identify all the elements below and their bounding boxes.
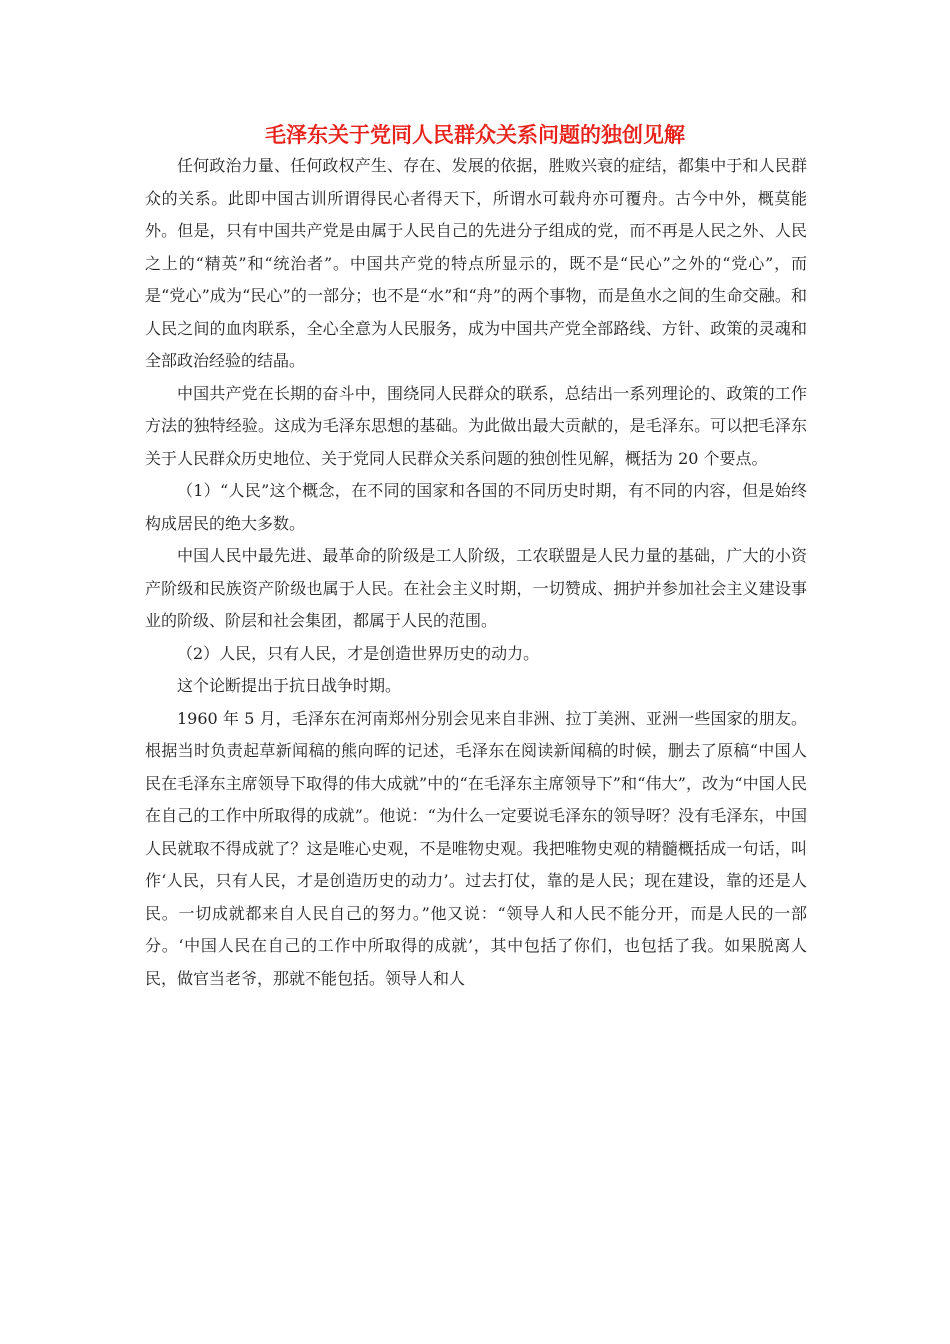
page-title: 毛泽东关于党同人民群众关系问题的独创见解 [265, 122, 685, 147]
paragraph: 1960 年 5 月，毛泽东在河南郑州分别会见来自非洲、拉丁美洲、亚洲一些国家的朋友。根据当时负责起草新闻稿的熊向晖的记述，毛泽东在阅读新闻稿的时候，删去了原稿“中国人民在毛泽东主席领导下取得的伟大成就”中的“在毛泽东主席领导下”和“伟大”，改为“中国人民在自己的工作中所取得的成就”。他说：“为什么一定要说毛泽东的领导呀？没有毛泽东，中国人民就取不得成就了？这是唯心史观，不是唯物史观。我把唯物史观的精髓概括成一句话，叫作‘人民，只有人民，才是创造历史的动力’。过去打仗，靠的是人民；现在建设，靠的还是人民。一切成就都来自人民自己的努力。”他又说：“领导人和人民不能分开，而是人民的一部分。‘中国人民在自己的工作中所取得的成就’，其中包括了你们，也包括了我。如果脱离人民，做官当老爷，那就不能包括。领导人和人 [145, 708, 807, 988]
paragraph: （1）“人民”这个概念，在不同的国家和各国的不同历史时期，有不同的内容，但是始终构成居民的绝大多数。 [145, 481, 807, 533]
paragraph: 这个论断提出于抗日战争时期。 [177, 676, 402, 695]
paragraph: （2）人民，只有人民，才是创造世界历史的动力。 [177, 643, 540, 663]
paragraph: 中国共产党在长期的奋斗中，围绕同人民群众的联系，总结出一系列理论的、政策的工作方法的独特经验。这成为毛泽东思想的基础。为此做出最大贡献的，是毛泽东。可以把毛泽东关于人民群众历史地位、关于党同人民群众关系问题的独创性见解，概括为 20 个要点。 [145, 383, 807, 468]
paragraph: 任何政治力量、任何政权产生、存在、发展的依据，胜败兴衰的症结，都集中于和人民群众的关系。此即中国古训所谓得民心者得天下，所谓水可载舟亦可覆舟。古今中外，概莫能外。但是，只有中国共产党是由属于人民自己的先进分子组成的党，而不再是人民之外、人民之上的“精英”和“统治者”。中国共产党的特点所显示的，既不是“民心”之外的“党心”，而是“党心”成为“民心”的一部分；也不是“水”和“舟”的两个事物，而是鱼水之间的生命交融。和人民之间的血肉联系，全心全意为人民服务，成为中国共产党全部路线、方针、政策的灵魂和全部政治经验的结晶。 [145, 156, 807, 370]
document-body [145, 150, 807, 995]
paragraph: 中国人民中最先进、最革命的阶级是工人阶级，工农联盟是人民力量的基础，广大的小资产阶级和民族资产阶级也属于人民。在社会主义时期，一切赞成、拥护并参加社会主义建设事业的阶级、阶层和社会集团，都属于人民的范围。 [145, 546, 807, 630]
